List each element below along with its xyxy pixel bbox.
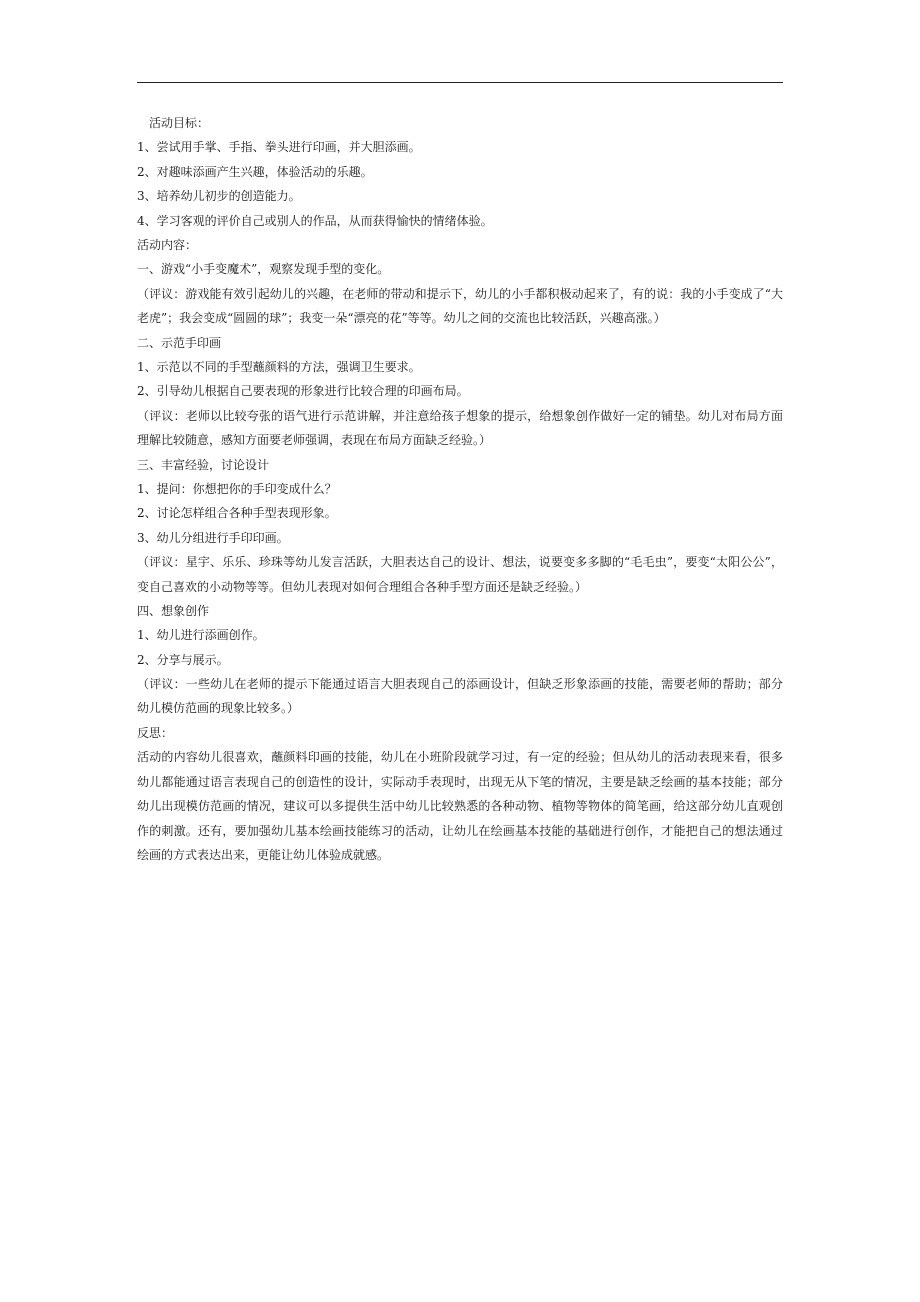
goals-heading: 活动目标： <box>149 116 210 130</box>
section-2-item-1: 1、示范以不同的手型蘸颜料的方法，强调卫生要求。 <box>137 359 421 374</box>
section-1-comment: （评议：游戏能有效引起幼儿的兴趣，在老师的带动和提示下，幼儿的小手都积极动起来了，有的说：我的小手变成了“大老虎”；我会变成“圆圆的球”；我变一朵“漂亮的花”等等。幼儿之间的交流也比较活跃，兴趣高涨。） <box>137 286 783 326</box>
section-4-item-1: 1、幼儿进行添画创作。 <box>137 628 265 643</box>
section-3-title: 三、丰富经验，讨论设计 <box>137 457 270 472</box>
section-3-comment: （评议：星宇、乐乐、珍珠等幼儿发言活跃，大胆表达自己的设计、想法，说要变多多脚的“毛毛虫”，要变“太阳公公”，变自己喜欢的小动物等等。但幼儿表现对如何合理组合各种手型方面还是缺乏经验。） <box>137 555 783 594</box>
section-4-item-2: 2、分享与展示。 <box>137 652 229 667</box>
section-1-title: 一、游戏“小手变魔术”，观察发现手型的变化。 <box>137 262 390 277</box>
section-2-item-2: 2、引导幼儿根据自己要表现的形象进行比较合理的印画布局。 <box>137 384 469 399</box>
document-body <box>137 111 783 867</box>
section-2-comment: （评议：老师以比较夸张的语气进行示范讲解，并注意给孩子想象的提示，给想象创作做好一定的铺垫。幼儿对布局方面理解比较随意，感知方面要老师强调，表现在布局方面缺乏经验。） <box>137 408 783 448</box>
section-2-title: 二、示范手印画 <box>137 335 222 350</box>
reflection-paragraph: 活动的内容幼儿很喜欢，蘸颜料印画的技能，幼儿在小班阶段就学习过，有一定的经验；但从幼儿的活动表现来看，很多幼儿都能通过语言表现自己的创造性的设计，实际动手表现时，出现无从下笔的情况，主要是缺乏绘画的基本技能；部分幼儿出现模仿范画的情况，建议可以多提供生活中幼儿比较熟悉的各种动物、植物等物体的简笔画，给这部分幼儿直观创作的刺激。还有，要加强幼儿基本绘画技能练习的活动，让幼儿在绘画基本技能的基础进行创作，才能把自己的想法通过绘画的方式表达出来，更能让幼儿体验成就感。 <box>137 750 783 862</box>
section-3-item-1: 1、提问：你想把你的手印变成什么？ <box>137 481 337 496</box>
goal-item-2: 2、对趣味添画产生兴趣，体验活动的乐趣。 <box>137 164 373 179</box>
content-heading: 活动内容： <box>137 237 198 252</box>
section-4-title: 四、想象创作 <box>137 603 210 618</box>
goal-item-4: 4、学习客观的评价自己或别人的作品，从而获得愉快的情绪体验。 <box>137 213 493 228</box>
goal-item-1: 1、尝试用手掌、手指、拳头进行印画，并大胆添画。 <box>137 140 421 155</box>
section-4-comment: （评议：一些幼儿在老师的提示下能通过语言大胆表现自己的添画设计，但缺乏形象添画的技能，需要老师的帮助；部分幼儿模仿范画的现象比较多。） <box>137 677 783 716</box>
header-rule <box>137 82 783 83</box>
section-3-item-2: 2、讨论怎样组合各种手型表现形象。 <box>137 506 337 521</box>
reflection-heading: 反思： <box>137 725 174 740</box>
section-3-item-3: 3、幼儿分组进行手印印画。 <box>137 530 289 545</box>
goal-item-3: 3、培养幼儿初步的创造能力。 <box>137 189 301 204</box>
